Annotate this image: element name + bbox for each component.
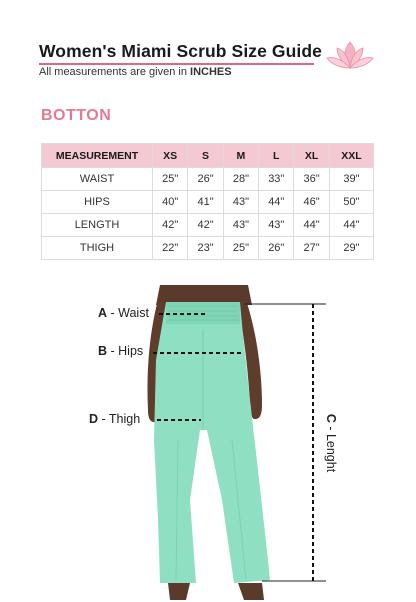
table-cell: 44": [329, 214, 373, 237]
lotus-icon: [325, 38, 375, 72]
page-subtitle: [39, 66, 232, 78]
table-row: [42, 191, 374, 214]
table-cell: 44": [294, 214, 329, 237]
table-cell: 26": [188, 168, 223, 191]
thigh-label: [89, 412, 140, 426]
column-header: XL: [294, 144, 329, 168]
table-cell: 36": [294, 168, 329, 191]
pants-illustration: [0, 285, 416, 602]
table-cell: 26": [259, 237, 294, 260]
section-title: BOTTON: [41, 107, 112, 124]
table-row: [42, 237, 374, 260]
table-cell: 42": [188, 214, 223, 237]
column-header: S: [188, 144, 223, 168]
table-cell: 43": [223, 214, 258, 237]
hips-label: [98, 344, 143, 358]
table-cell: 43": [259, 214, 294, 237]
hips-letter: B: [98, 344, 108, 358]
page-title: Women's Miami Scrub Size Guide: [39, 41, 323, 61]
column-header: M: [223, 144, 258, 168]
subtitle-text: All measurements are given in: [39, 66, 191, 78]
waist-text: - Waist: [107, 306, 149, 320]
column-header: XS: [153, 144, 188, 168]
table-cell: 27": [294, 237, 329, 260]
row-label: LENGTH: [42, 214, 153, 237]
column-header: MEASUREMENT: [42, 144, 153, 168]
table-cell: 42": [153, 214, 188, 237]
title-underline: [39, 63, 314, 65]
table-cell: 22": [153, 237, 188, 260]
length-text: - Lenght: [324, 422, 338, 473]
column-header: L: [259, 144, 294, 168]
column-header: XXL: [329, 144, 373, 168]
row-label: THIGH: [42, 237, 153, 260]
thigh-text: - Thigh: [98, 412, 141, 426]
table-cell: 25": [223, 237, 258, 260]
row-label: HIPS: [42, 191, 153, 214]
left-foot: [168, 583, 190, 600]
size-table: [41, 143, 374, 260]
table-cell: 43": [223, 191, 258, 214]
table-cell: 46": [294, 191, 329, 214]
table-cell: 28": [223, 168, 258, 191]
length-letter: C: [324, 413, 338, 423]
table-cell: 50": [329, 191, 373, 214]
thigh-letter: D: [89, 412, 99, 426]
right-foot: [238, 583, 264, 600]
table-row: [42, 214, 374, 237]
table-row: [42, 168, 374, 191]
hips-text: - Hips: [107, 344, 144, 358]
row-label: WAIST: [42, 168, 153, 191]
length-label: [324, 414, 338, 472]
subtitle-unit: INCHES: [190, 66, 232, 78]
table-cell: 29": [329, 237, 373, 260]
table-cell: 40": [153, 191, 188, 214]
table-cell: 39": [329, 168, 373, 191]
table-cell: 23": [188, 237, 223, 260]
table-cell: 41": [188, 191, 223, 214]
waist-label: [98, 306, 149, 320]
table-cell: 44": [259, 191, 294, 214]
table-cell: 25": [153, 168, 188, 191]
table-cell: 33": [259, 168, 294, 191]
waist-letter: A: [98, 306, 108, 320]
table-header-row: [42, 144, 374, 168]
